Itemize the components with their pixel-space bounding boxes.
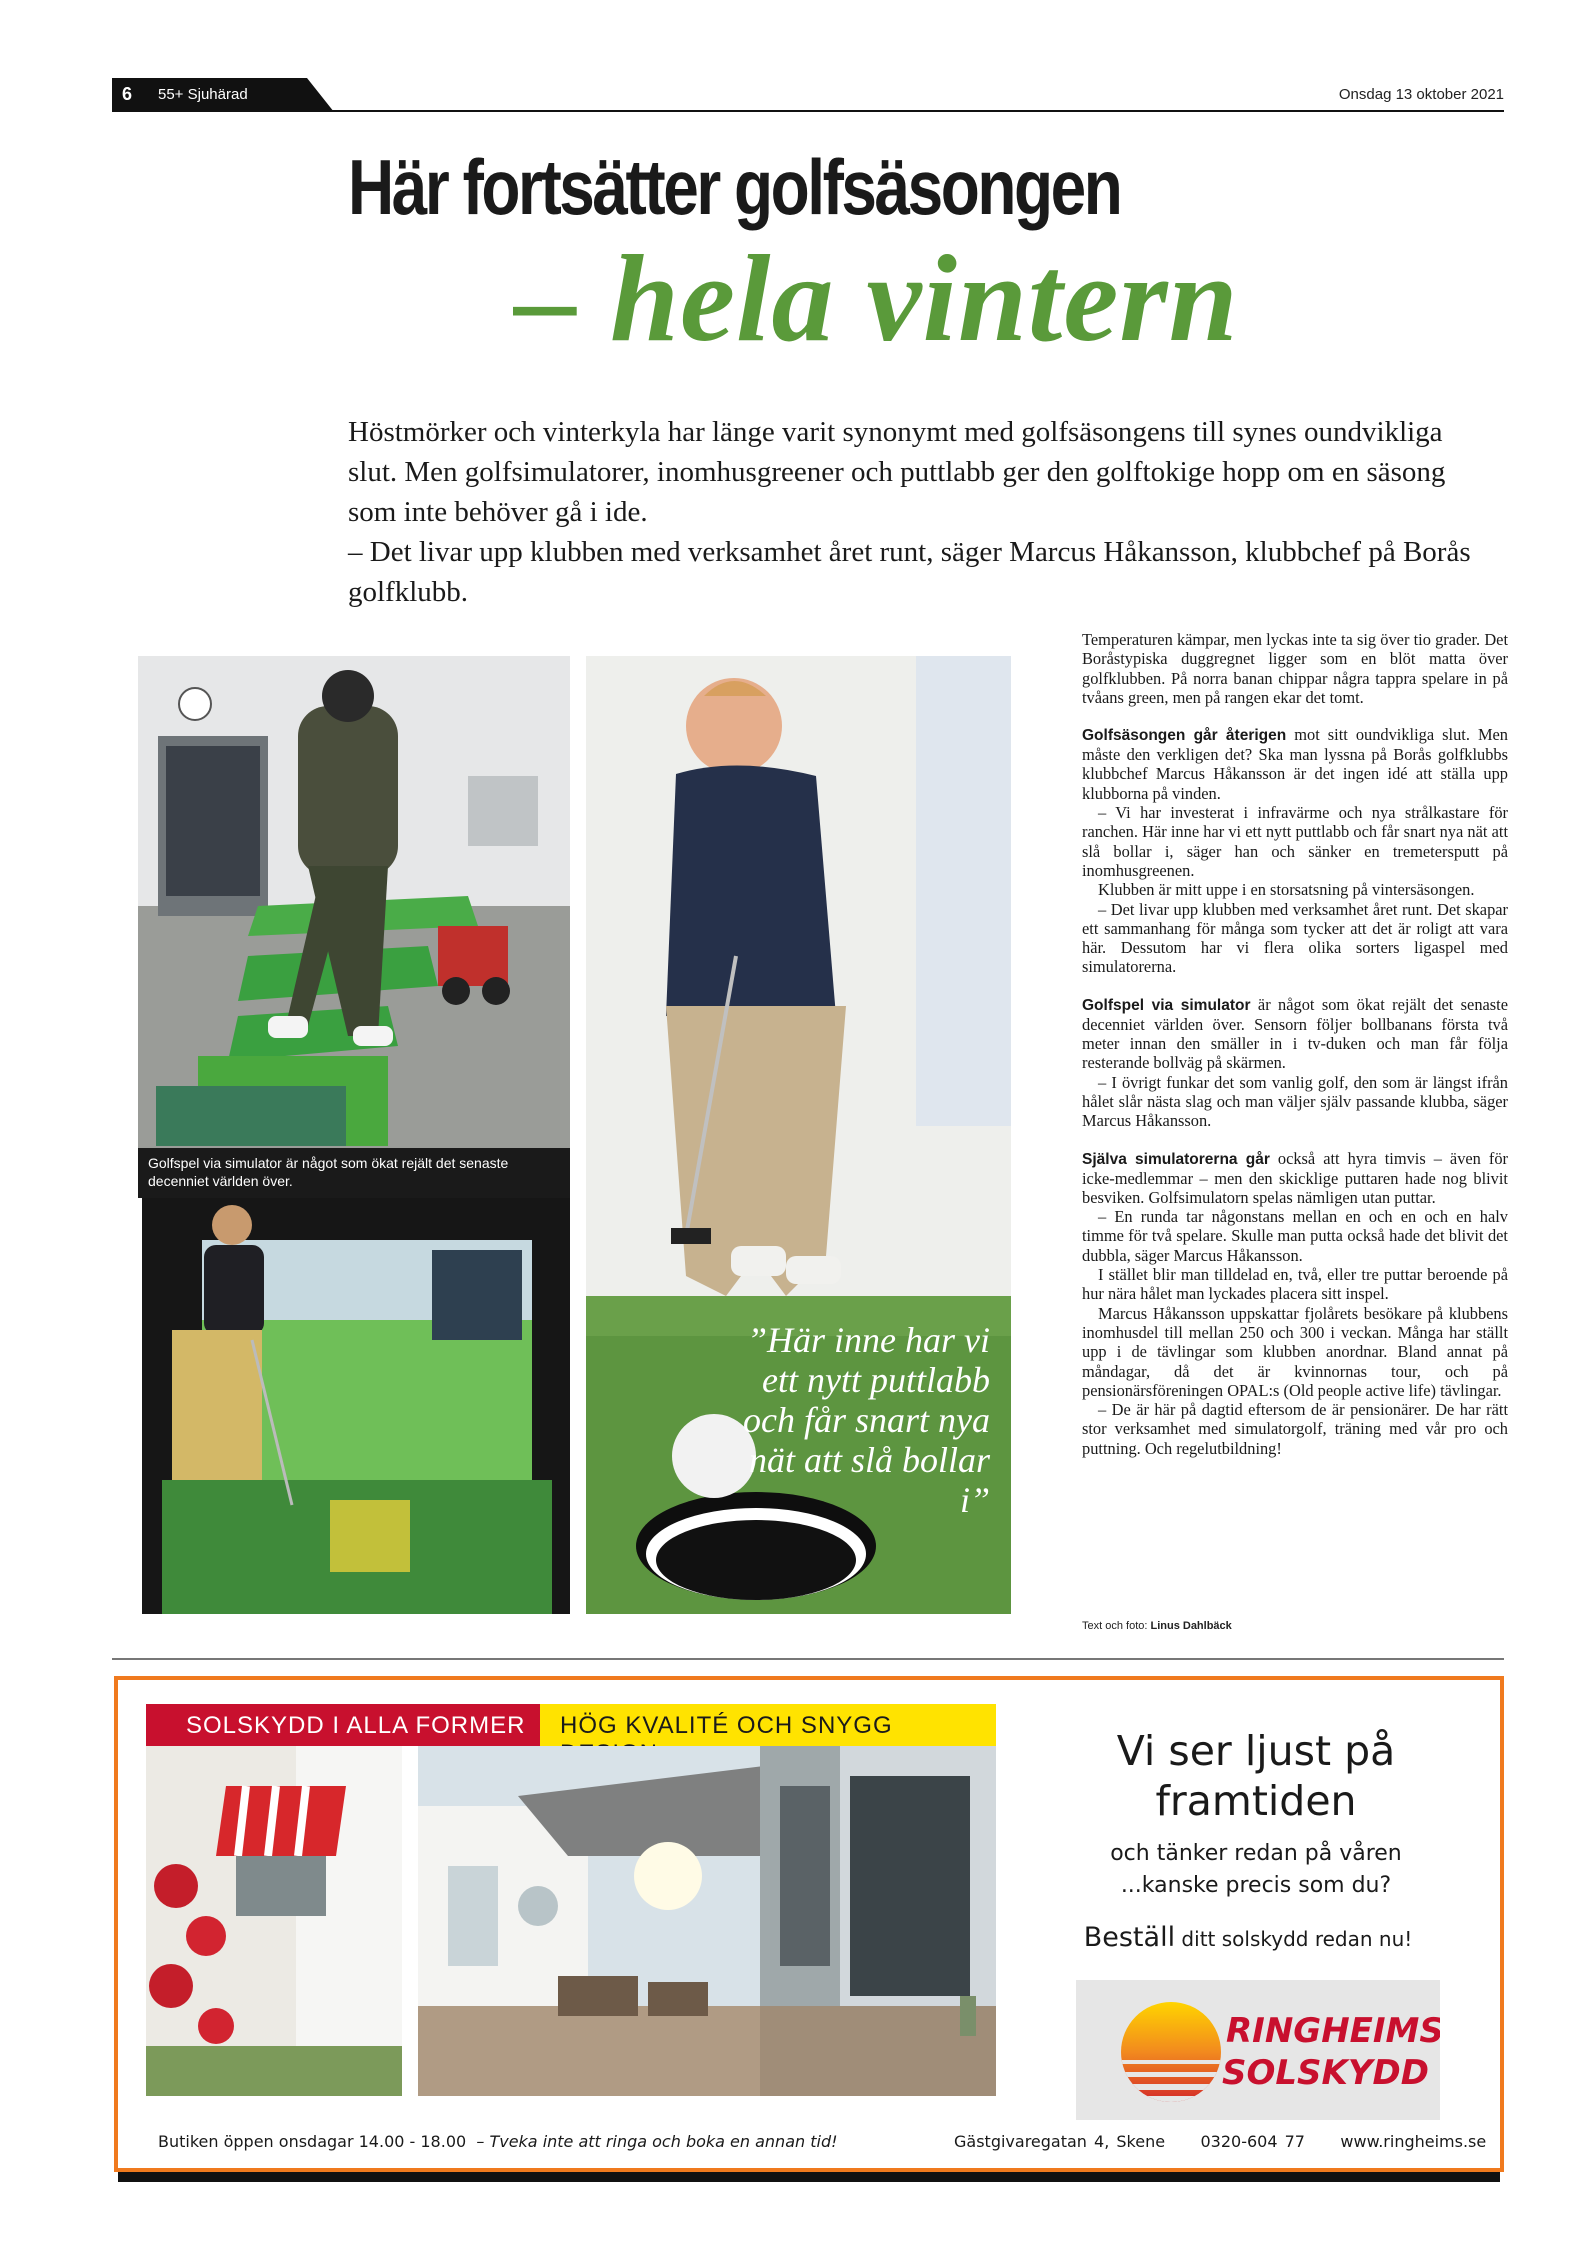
paragraph-lead: Själva simulatorerna går bbox=[1082, 1150, 1270, 1168]
issue-date: Onsdag 13 oktober 2021 bbox=[1338, 86, 1504, 103]
ad-image-patio bbox=[418, 1746, 764, 2096]
ad-banner-red: SOLSKYDD I ALLA FORMER bbox=[146, 1704, 540, 1746]
logo-text-solskydd: SOLSKYDD bbox=[1222, 2053, 1429, 2093]
body-paragraph: Golfspel via simulator är något som ökat rejält det senaste decenniet världen över. Sensorn följer bollbanans första två meter innan den smäller in i tv-duken och man får följa resterande bollväg på skärmen. bbox=[1082, 994, 1508, 1073]
body-paragraph: – I övrigt funkar det som vanlig golf, den som är längst ifrån hålet slår nästa slag och man väljer själv passande klubba, säger Marcus Håkansson. bbox=[1082, 1072, 1508, 1131]
article-body bbox=[1082, 630, 1508, 1458]
page-number: 6 bbox=[122, 84, 133, 104]
ringheims-logo bbox=[1076, 1980, 1440, 2120]
headline-sub: – hela vintern bbox=[515, 230, 1239, 367]
body-paragraph: – Det livar upp klubben med verksamhet året runt. Det skapar ett sammanhang för många som tycker att det är roligt att vara här. Dessutom har vi flera olika sorters ligaspel med simulatorerna. bbox=[1082, 899, 1508, 977]
photo-golf-simulator bbox=[142, 1170, 570, 1614]
ad-call-to-action: Beställ ditt solskydd redan nu! bbox=[1083, 1922, 1413, 1953]
ad-website: www.ringheims.se bbox=[1340, 2132, 1487, 2151]
body-paragraph: Temperaturen kämpar, men lyckas inte ta sig över tio grader. Det Boråstypiska duggregnet ligger som en blöt matta över golfklubben. På norra banan chippar några tappra spelare in på tvåans green, men på rangen ekar det tomt. bbox=[1082, 630, 1508, 707]
ad-subheadline: och tänker redan på våren ...kanske precis som du? bbox=[1110, 1841, 1402, 1898]
logo-text-ringheims: RINGHEIMS bbox=[1226, 2011, 1440, 2051]
indoor-range-illustration bbox=[138, 656, 570, 1168]
page-header bbox=[112, 78, 1504, 112]
body-paragraph: – En runda tar någonstans mellan en och en och en halv timme för två spelare. Skulle man putta också hade det blivit det dubbla, säger Marcus Håkansson. bbox=[1082, 1207, 1508, 1265]
paragraph-lead: Golfsäsongen går återigen bbox=[1082, 727, 1287, 745]
headline-main: Här fortsätter golfsäsongen bbox=[348, 143, 1121, 231]
photo-caption: Golfspel via simulator är något som ökat rejält det senaste decenniet världen över. bbox=[138, 1148, 570, 1198]
header-rule bbox=[327, 110, 1504, 112]
ad-image-awning bbox=[146, 1746, 402, 2096]
byline-author: Linus Dahlbäck bbox=[1150, 1620, 1232, 1632]
body-paragraph: Marcus Håkansson uppskattar fjolårets besökare på klubbens inomhusdel till mellan 250 och 300 i veckan. Många har ställt upp i de tävlingar som klubben anordnar. Bland annat på måndagar, då det är kvinnornas tour, och på pensionärsföreningen OPAL:s (Old people active life) tävlingar. bbox=[1082, 1303, 1508, 1400]
paragraph-lead: Golfspel via simulator bbox=[1082, 996, 1251, 1014]
body-paragraph: Golfsäsongen går återigen mot sitt oundvikliga slut. Men måste den verkligen det? Ska man lyssna på Borås golfklubbs klubbchef Marcus Håkansson är det ingen idé att ställa upp klubborna på vinden. bbox=[1082, 725, 1508, 803]
ingress-paragraph: Höstmörker och vinterkyla har länge varit synonymt med golfsäsongens till synes oundvikliga slut. Men golfsimulatorer, inomhusgreener och puttlabb ger den golftokige hopp om en säsong som inte behöver gå i ide. bbox=[348, 416, 1446, 528]
ad-contact bbox=[954, 2132, 1486, 2151]
photo-indoor-range bbox=[138, 656, 570, 1168]
ad-banner-yellow: HÖG KVALITÉ OCH SNYGG bbox=[540, 1704, 996, 1746]
body-paragraph: I stället blir man tilldelad en, två, eller tre puttar beroende på hur nära hålet man lyckades placera sitt inspel. bbox=[1082, 1265, 1508, 1304]
ad-tagline: – Tveka inte att ringa och boka en annan tid! bbox=[476, 2132, 838, 2151]
byline: Text och foto: Linus Dahlbäck bbox=[1082, 1620, 1232, 1632]
body-paragraph: Själva simulatorerna går också att hyra timvis – även för icke-medlemmar – men den skicklige puttaren hade nog blivit besviken. Golfsimulatorn spelas nämligen utan puttar. bbox=[1082, 1148, 1508, 1207]
ad-phone: 0320-604 77 bbox=[1200, 2132, 1305, 2151]
ad-headline: Vi ser ljust på framtiden bbox=[1116, 1727, 1396, 1825]
screen-illustration bbox=[760, 1746, 996, 2096]
sunset-logo-icon bbox=[1076, 1980, 1440, 2120]
awning-illustration bbox=[146, 1746, 402, 2096]
ad-image-screen bbox=[760, 1746, 996, 2096]
ad-opening-hours: Butiken öppen onsdagar 14.00 - 18.00 – Tveka inte att ringa och boka en annan tid! bbox=[158, 2132, 838, 2151]
pull-quote: ”Här inne har vi ett nytt puttlabb och får snart nya nät att slå bollar i” bbox=[743, 1320, 990, 1520]
article-ingress bbox=[348, 412, 1498, 612]
ingress-quote: – Det livar upp klubben med verksamhet året runt, säger Marcus Håkansson, klubbchef på Borås golfklubb. bbox=[348, 536, 1471, 608]
body-paragraph: – De är här på dagtid eftersom de är pensionärer. De har rätt stor verksamhet med simulatorgolf, träning med vår pro och puttning. Och regelutbildning! bbox=[1082, 1400, 1508, 1458]
patio-illustration bbox=[418, 1746, 764, 2096]
body-paragraph: – Vi har investerat i infravärme och nya strålkastare för ranchen. Här inne har vi ett nytt puttlabb och får snart nya nät att slå bollar i, säger han och sänker en tremetersputt på inomhusgreenen. bbox=[1082, 803, 1508, 880]
body-paragraph: Klubben är mitt uppe i en storsatsning på vintersäsongen. bbox=[1098, 880, 1475, 900]
ad-address: Gästgivaregatan 4, Skene bbox=[954, 2132, 1166, 2151]
advertisement bbox=[114, 1676, 1504, 2172]
section-name: 55+ Sjuhärad bbox=[158, 86, 248, 103]
simulator-illustration bbox=[142, 1170, 570, 1614]
ad-bottom-bar bbox=[118, 2172, 1500, 2182]
section-divider bbox=[112, 1658, 1504, 1660]
